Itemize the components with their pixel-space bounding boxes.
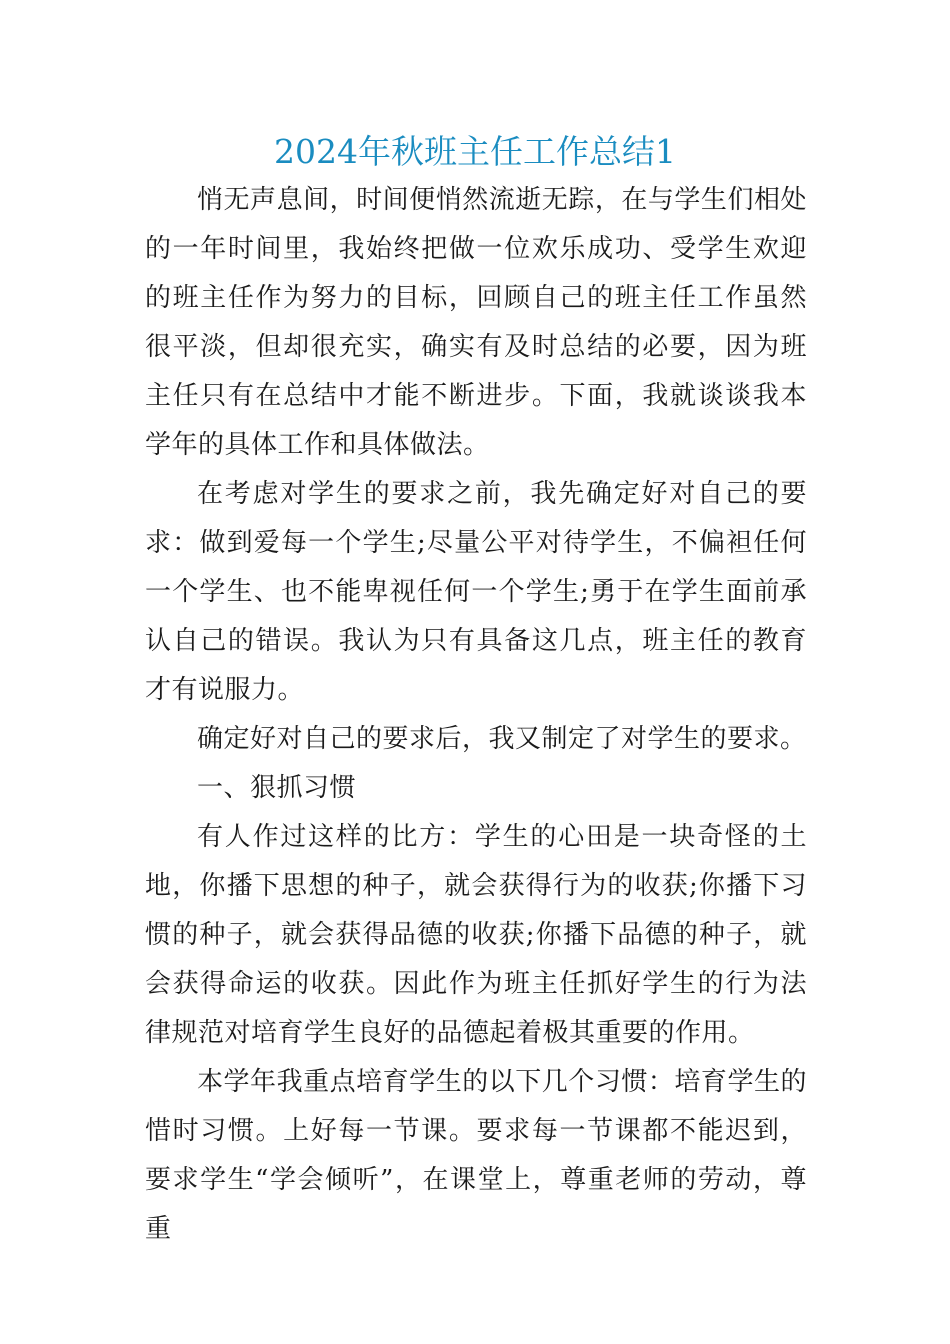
paragraph-key-habits: 本学年我重点培育学生的以下几个习惯：培育学生的惜时习惯。上好每一节课。要求每一节课都不能迟到，要求学生“学会倾听”，在课堂上，尊重老师的劳动，尊重 [145,1067,807,1244]
paragraph-student-requirements: 确定好对自己的要求后，我又制定了对学生的要求。 [197,724,807,754]
paragraph-metaphor: 有人作过这样的比方：学生的心田是一块奇怪的土地，你播下思想的种子，就会获得行为的收获;你播下习惯的种子，就会获得品德的收获;你播下品德的种子，就会获得命运的收获。因此作为班主任抓好学生的行为法律规范对培育学生良好的品德起着极其重要的作用。 [145,822,807,1048]
document-title: 2024年秋班主任工作总结1 [274,132,676,171]
section-heading-habits: 一、狠抓习惯 [197,773,357,803]
paragraph-self-requirements: 在考虑对学生的要求之前，我先确定好对自己的要求：做到爱每一个学生;尽量公平对待学生，不偏袒任何一个学生、也不能卑视任何一个学生;勇于在学生面前承认自己的错误。我认为只有具备这几点，班主任的教育才有说服力。 [145,479,807,705]
paragraph-intro: 悄无声息间，时间便悄然流逝无踪，在与学生们相处的一年时间里，我始终把做一位欢乐成功、受学生欢迎的班主任作为努力的目标，回顾自己的班主任工作虽然很平淡，但却很充实，确实有及时总结的必要，因为班主任只有在总结中才能不断进步。下面，我就谈谈我本学年的具体工作和具体做法。 [145,185,807,460]
document-body [145,176,807,1254]
